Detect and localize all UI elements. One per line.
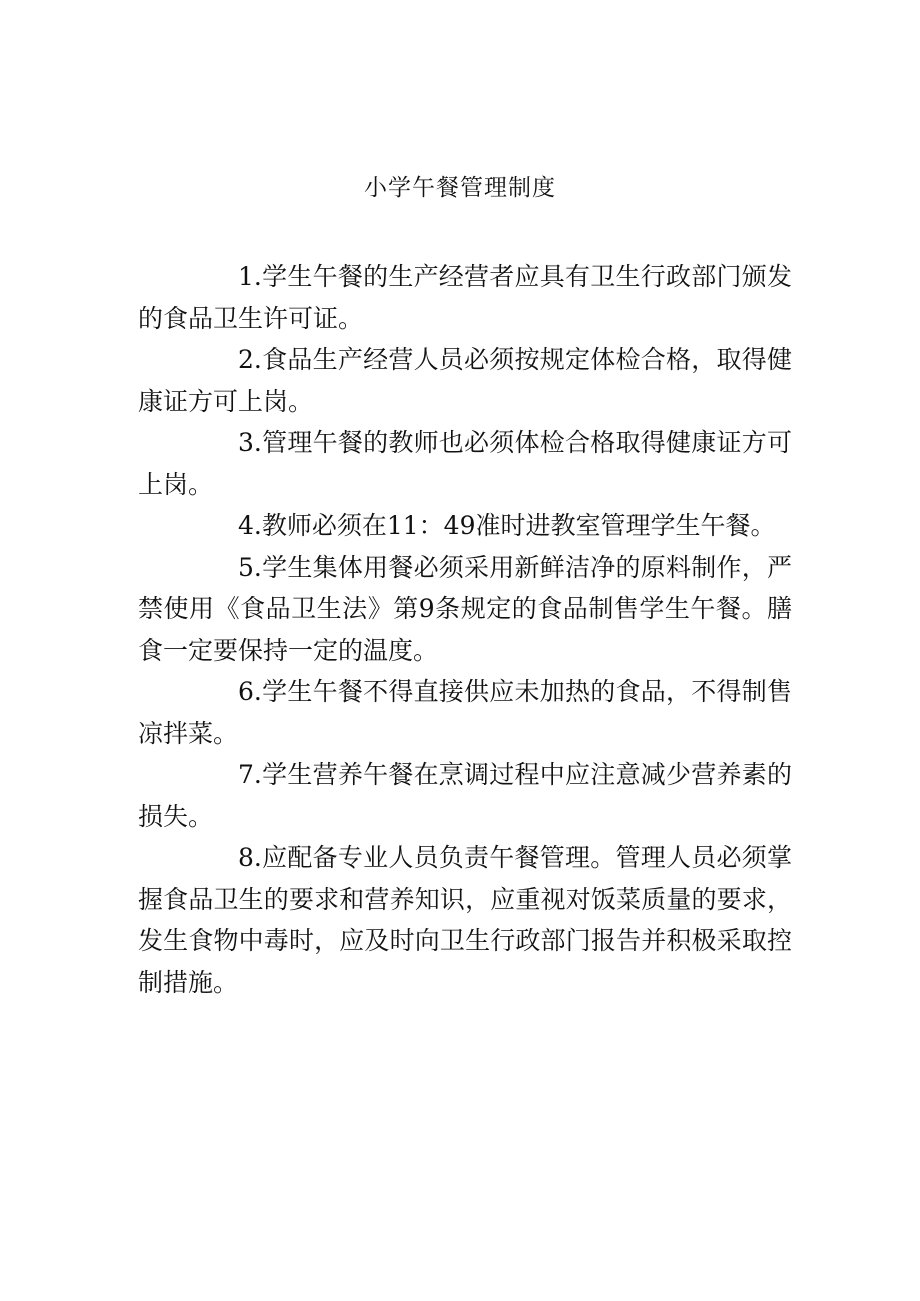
clause-5: [138, 547, 792, 672]
clause-8: [138, 837, 792, 1003]
clause-number: 7: [238, 760, 254, 789]
clause-number: 2: [238, 345, 254, 374]
clause-number: 5: [238, 552, 254, 582]
clause-text: .学生集体用餐必须采用新鲜洁净的原料制作，严禁使用《食品卫生法》第9条规定的食品制售学生午餐。膳食一定要保持一定的温度。: [138, 552, 792, 665]
clause-text: .食品生产经营人员必须按规定体检合格，取得健康证方可上岗。: [138, 345, 792, 416]
clause-4: [138, 505, 792, 547]
clause-number: 4: [238, 511, 254, 540]
clause-number: 1: [238, 262, 254, 291]
clause-text: .学生午餐的生产经营者应具有卫生行政部门颁发的食品卫生许可证。: [138, 262, 792, 333]
clause-6: [138, 671, 792, 754]
clause-2: [138, 339, 792, 422]
page-title: 小学午餐管理制度: [364, 175, 556, 201]
document-body: [138, 256, 792, 1003]
clause-text: .管理午餐的教师也必须体检合格取得健康证方可上岗。: [138, 428, 792, 499]
clause-text: .学生午餐不得直接供应未加热的食品，不得制售凉拌菜。: [138, 677, 792, 748]
clause-number: 3: [238, 428, 254, 457]
clause-text: .应配备专业人员负责午餐管理。管理人员必须掌握食品卫生的要求和营养知识，应重视对饭菜质量的要求，发生食物中毒时，应及时向卫生行政部门报告并积极采取控制措施。: [138, 843, 792, 997]
clause-7: [138, 754, 792, 837]
clause-text: .教师必须在11：49准时进教室管理学生午餐。: [253, 511, 776, 540]
clause-number: 6: [238, 677, 254, 706]
clause-text: .学生营养午餐在烹调过程中应注意减少营养素的损失。: [138, 760, 792, 831]
clause-number: 8: [238, 843, 254, 872]
clause-3: [138, 422, 792, 505]
clause-1: [138, 256, 792, 339]
